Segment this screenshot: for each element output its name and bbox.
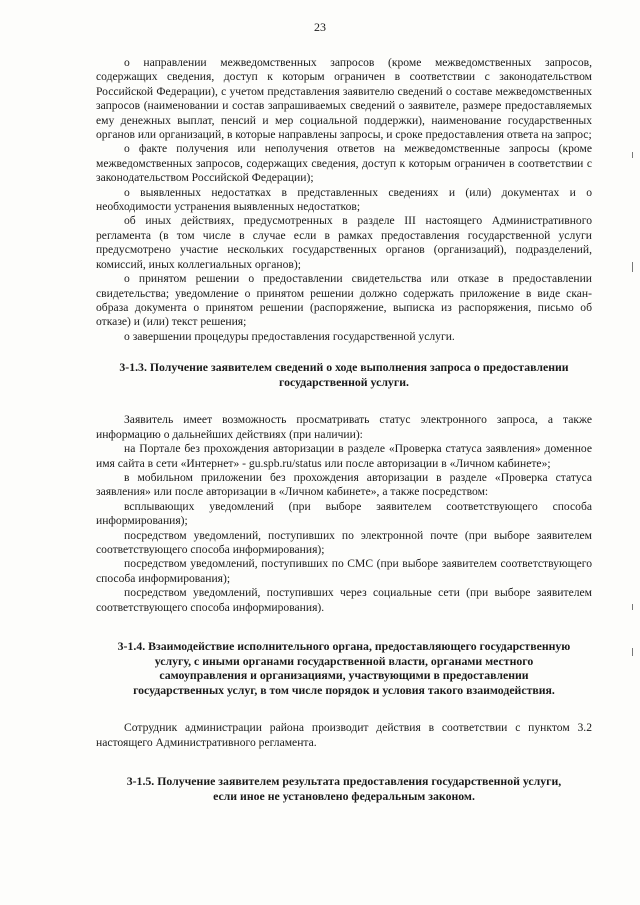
document-body	[96, 56, 592, 803]
scan-mark	[632, 648, 633, 656]
section-heading-3-1-3: 3-1.3. Получение заявителем сведений о ходе выполнения запроса о предоставлении государственной услуги.	[119, 360, 569, 389]
page-number: 23	[314, 20, 326, 34]
scan-mark	[632, 604, 633, 610]
paragraph: в мобильном приложении без прохождения авторизации в разделе «Проверка статуса заявления» или после авторизации в «Личном кабинете», а также посредством:	[96, 470, 592, 499]
scan-mark	[632, 262, 633, 272]
section-heading-3-1-4: 3-1.4. Взаимодействие исполнительного органа, предоставляющего государственную услугу, с иными органами государственной власти, органами местного самоуправления и организациями, участвующими в предоставлении государственных услуг, в том числе порядок и условия такого взаимодействия.	[117, 639, 571, 697]
paragraph: Сотрудник администрации района производит действия в соответствии с пунктом 3.2 настоящего Административного регламента.	[96, 721, 592, 749]
paragraph: на Портале без прохождения авторизации в разделе «Проверка статуса заявления» доменное имя сайта в сети «Интернет» - gu.spb.ru/status или после авторизации в «Личном кабинете»;	[96, 442, 592, 470]
paragraph: о направлении межведомственных запросов (кроме межведомственных запросов, содержащих сведения, доступ к которым ограничен в соответствии с законодательством Российской Федерации), с учетом представления заявителю сведений о составе межведомственных запросов (наименовании и состав запрашиваемых сведений о заявителе, размере предоставляемых ему денежных выплат, пенсий и мер социальной поддержки), наименование государственных органов или организаций, в которые направлены запросы, и сроке предоставления ответа на запрос;	[96, 56, 592, 142]
paragraph: Заявитель имеет возможность просматривать статус электронного запроса, а также информацию о дальнейших действиях (при наличии):	[96, 413, 592, 441]
paragraph: всплывающих уведомлений (при выборе заявителем соответствующего способа информирования);	[96, 499, 592, 528]
section-heading-3-1-5: 3-1.5. Получение заявителем результата предоставления государственной услуги, если иное не установлено федеральным законом.	[126, 774, 562, 803]
paragraph: посредством уведомлений, поступивших через социальные сети (при выборе заявителем соответствующего способа информирования).	[96, 586, 592, 614]
paragraph: о выявленных недостатках в представленных сведениях и (или) документах и о необходимости устранения выявленных недостатков;	[96, 185, 592, 214]
paragraph: о принятом решении о предоставлении свидетельства или отказе в предоставлении свидетельства; уведомление о принятом решении должно содержать приложение в виде скан-образа документа о принятом решении (распоряжение, выписка из распоряжения, письмо об отказе) и (или) текст решения;	[96, 272, 592, 329]
paragraph: о факте получения или неполучения ответов на межведомственные запросы (кроме межведомственных запросов, содержащих сведения, доступ к которым ограничен в соответствии с законодательством Российской Федерации);	[96, 142, 592, 185]
paragraph: посредством уведомлений, поступивших по СМС (при выборе заявителем соответствующего способа информирования);	[96, 557, 592, 585]
paragraph: об иных действиях, предусмотренных в разделе III настоящего Административного регламента (в том числе в случае если в рамках предоставления государственной услуги предусмотрено участие нескольких государственных органов (организаций), подразделений, комиссий, иных коллегиальных органов);	[96, 214, 592, 271]
paragraph: о завершении процедуры предоставления государственной услуги.	[124, 329, 455, 343]
scan-mark	[632, 152, 633, 158]
paragraph: посредством уведомлений, поступивших по электронной почте (при выборе заявителем соответствующего способа информирования);	[96, 528, 592, 556]
